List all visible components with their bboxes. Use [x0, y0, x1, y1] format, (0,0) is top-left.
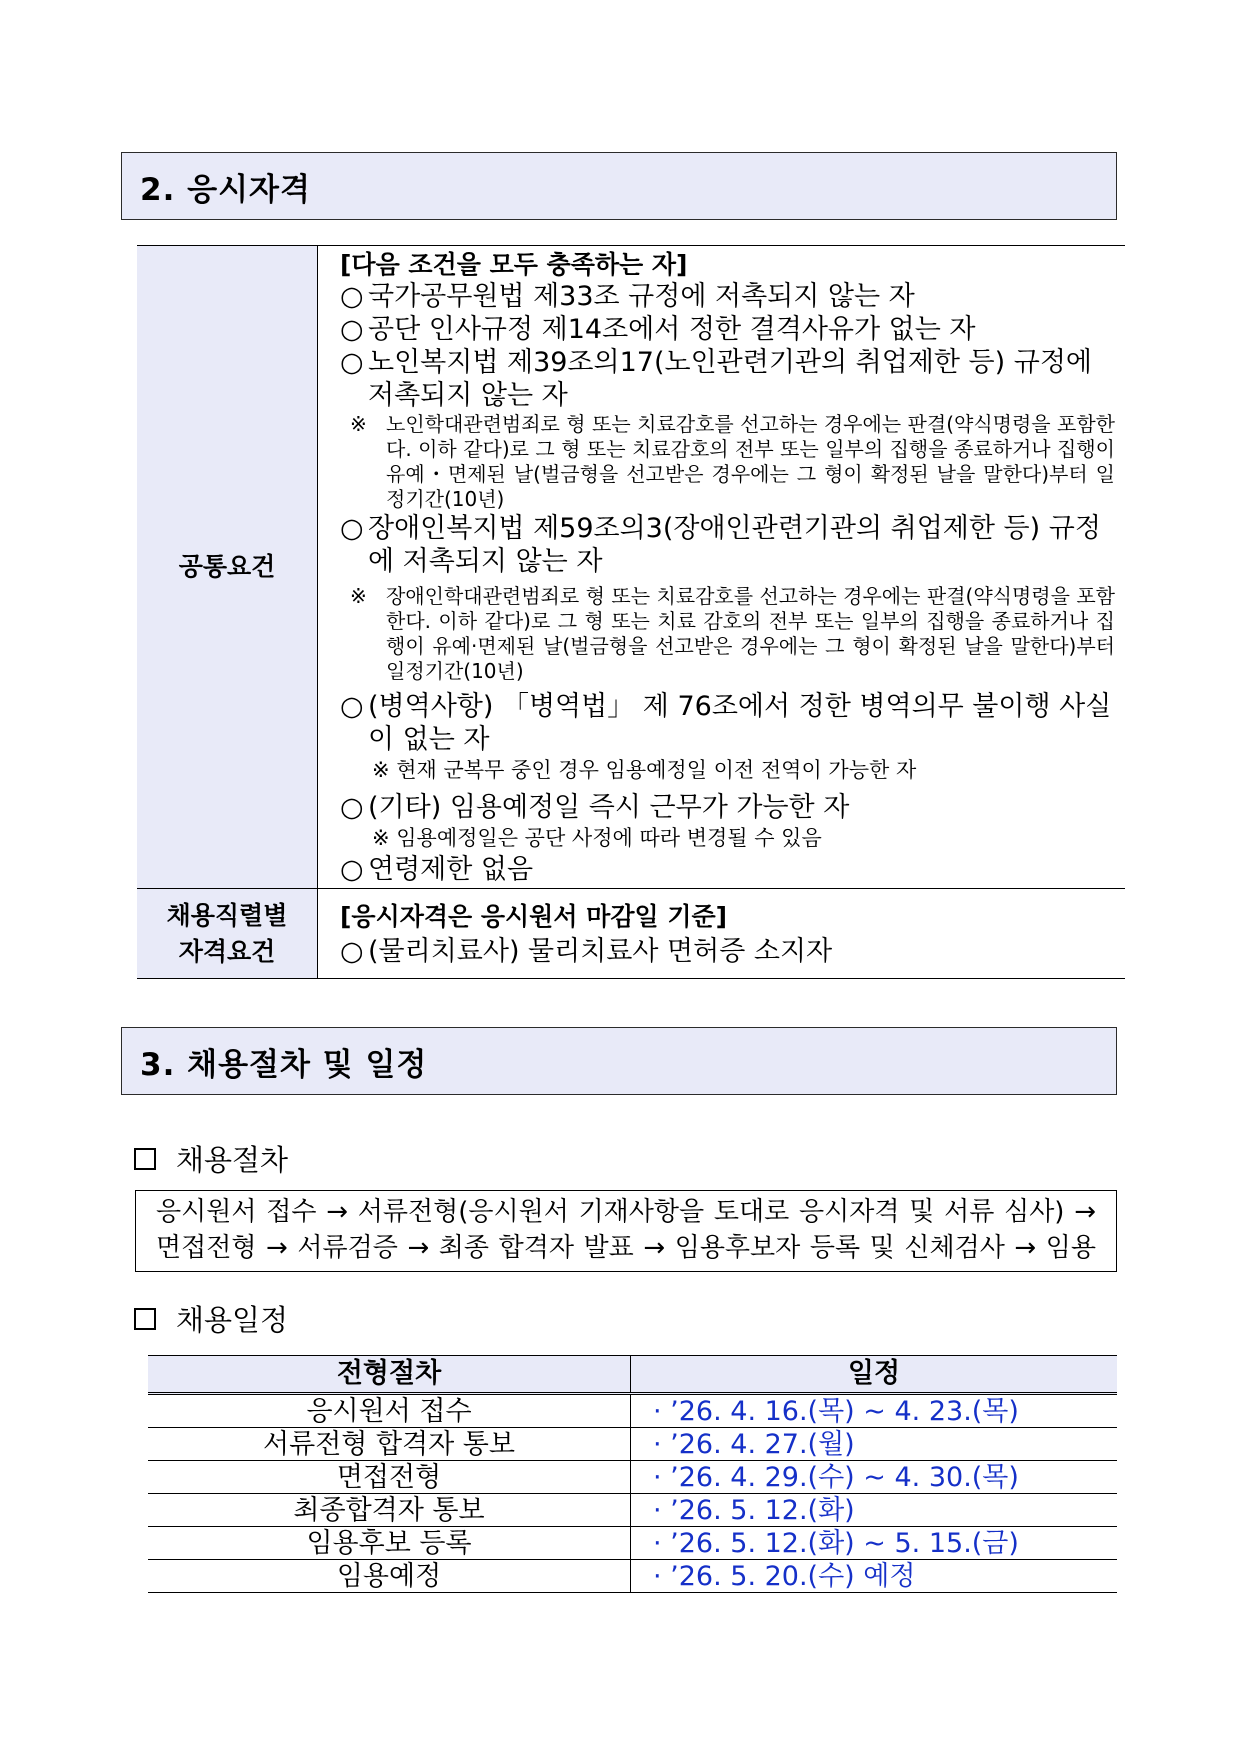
requirement-note — [350, 412, 1115, 512]
schedule-date: · ’26. 4. 29.(수) ~ 4. 30.(목) — [631, 1461, 1118, 1494]
requirement-text: 공단 인사규정 제14조에서 정한 결격사유가 없는 자 — [368, 314, 976, 345]
reference-mark-icon: ※ — [350, 412, 367, 436]
schedule-step: 응시원서 접수 — [148, 1394, 631, 1428]
table-row — [148, 1527, 1117, 1560]
schedule-header-row — [148, 1356, 1117, 1394]
reference-mark-icon: ※ — [350, 584, 367, 608]
schedule-date: · ’26. 4. 27.(월) — [631, 1428, 1118, 1461]
requirement-item — [340, 313, 1125, 346]
job-label-line1: 채용직렬별 — [166, 900, 288, 930]
schedule-step: 임용후보 등록 — [148, 1527, 631, 1560]
requirement-text: (물리치료사) 물리치료사 면허증 소지자 — [368, 936, 833, 967]
schedule-table — [148, 1355, 1117, 1593]
note-text: 노인학대관련범죄로 형 또는 치료감호를 선고하는 경우에는 판결(약식명령을 포함한다. 이하 같다)로 그 형 또는 치료감호의 전부 또는 일부의 집행을 종료하거나 집행이 유예・면제된 날(벌금형을 선고받은 경우에는 그 형이 확정된 날을 말한다)부터 일정기간(10년) — [386, 412, 1115, 511]
eligibility-table — [137, 245, 1125, 979]
job-requirements-label — [137, 889, 318, 979]
procedure-box — [135, 1190, 1117, 1272]
requirement-item — [340, 512, 1125, 578]
note-text: 장애인학대관련범죄로 형 또는 치료감호를 선고하는 경우에는 판결(약식명령을 포함한다. 이하 같다)로 그 형 또는 치료 감호의 전부 또는 일부의 집행을 종료하거나 집행이 유예·면제된 날(벌금형을 선고받은 경우에는 그 형이 확정된 날을 말한다)부터 일정기간(10년) — [386, 584, 1115, 683]
circle-bullet-icon: ○ — [340, 314, 364, 345]
requirement-subnote: ※ 현재 군복무 중인 경우 임용예정일 이전 전역이 가능한 자 — [372, 758, 917, 782]
requirement-text: 연령제한 없음 — [368, 854, 534, 885]
common-requirements-label — [137, 246, 318, 889]
circle-bullet-icon: ○ — [340, 854, 364, 885]
circle-bullet-icon: ○ — [340, 691, 364, 722]
requirement-text: (병역사항) 「병역법」 제 76조에서 정한 병역의무 불이행 사실이 없는 자 — [368, 691, 1112, 755]
schedule-col-date: 일정 — [631, 1356, 1118, 1394]
requirement-text: 장애인복지법 제59조의3(장애인관련기관의 취업제한 등) 규정에 저촉되지 않는 자 — [368, 513, 1101, 577]
requirement-text: 국가공무원법 제33조 규정에 저촉되지 않는 자 — [368, 281, 915, 312]
circle-bullet-icon: ○ — [340, 936, 364, 967]
common-requirements-title: [다음 조건을 모두 충족하는 자] — [340, 250, 688, 279]
procedure-heading — [134, 1138, 288, 1179]
circle-bullet-icon: ○ — [340, 513, 364, 544]
checkbox-square-icon — [134, 1308, 156, 1330]
requirement-item — [340, 853, 1125, 886]
requirement-note — [350, 584, 1115, 684]
table-row — [148, 1461, 1117, 1494]
job-requirements-title: [응시자격은 응시원서 마감일 기준] — [340, 902, 728, 931]
job-requirements-row — [137, 889, 1125, 979]
circle-bullet-icon: ○ — [340, 347, 364, 378]
procedure-heading-text: 채용절차 — [176, 1143, 289, 1177]
section-3-header — [121, 1027, 1117, 1095]
schedule-step: 임용예정 — [148, 1560, 631, 1593]
schedule-date: · ’26. 4. 16.(목) ~ 4. 23.(목) — [631, 1394, 1118, 1428]
schedule-heading-text: 채용일정 — [176, 1303, 289, 1337]
table-row — [148, 1494, 1117, 1527]
circle-bullet-icon: ○ — [340, 281, 364, 312]
requirement-item — [340, 791, 1125, 824]
schedule-date: · ’26. 5. 12.(화) — [631, 1494, 1118, 1527]
schedule-col-step: 전형절차 — [148, 1356, 631, 1394]
section-2-title: 2. 응시자격 — [140, 171, 311, 208]
section-2-header — [121, 152, 1117, 220]
schedule-step: 서류전형 합격자 통보 — [148, 1428, 631, 1461]
job-label-line2: 자격요건 — [178, 936, 276, 966]
schedule-date: · ’26. 5. 12.(화) ~ 5. 15.(금) — [631, 1527, 1118, 1560]
table-row — [148, 1394, 1117, 1428]
procedure-line: 면접전형 → 서류검증 → 최종 합격자 발표 → 임용후보자 등록 및 신체검사 → 임용 — [156, 1233, 1096, 1263]
table-row — [148, 1560, 1117, 1593]
common-requirements-row — [137, 246, 1125, 889]
checkbox-square-icon — [134, 1148, 156, 1170]
requirement-text: 노인복지법 제39조의17(노인관련기관의 취업제한 등) 규정에 저촉되지 않는 자 — [368, 347, 1092, 411]
schedule-step: 면접전형 — [148, 1461, 631, 1494]
requirement-text: (기타) 임용예정일 즉시 근무가 가능한 자 — [368, 792, 850, 823]
requirement-item — [340, 690, 1125, 756]
common-requirements-content — [318, 246, 1126, 889]
table-row — [148, 1428, 1117, 1461]
schedule-date: · ’26. 5. 20.(수) 예정 — [631, 1560, 1118, 1593]
requirement-item — [340, 280, 1125, 313]
requirement-item — [340, 935, 1125, 968]
circle-bullet-icon: ○ — [340, 792, 364, 823]
procedure-line: 응시원서 접수 → 서류전형(응시원서 기재사항을 토대로 응시자격 및 서류 심사) → — [156, 1197, 1096, 1227]
schedule-step: 최종합격자 통보 — [148, 1494, 631, 1527]
section-3-title: 3. 채용절차 및 일정 — [140, 1046, 428, 1083]
schedule-heading — [134, 1298, 288, 1339]
common-label-text: 공통요건 — [178, 552, 276, 581]
requirement-item — [340, 346, 1125, 412]
job-requirements-content — [318, 889, 1126, 979]
requirement-subnote: ※ 임용예정일은 공단 사정에 따라 변경될 수 있음 — [372, 826, 822, 850]
